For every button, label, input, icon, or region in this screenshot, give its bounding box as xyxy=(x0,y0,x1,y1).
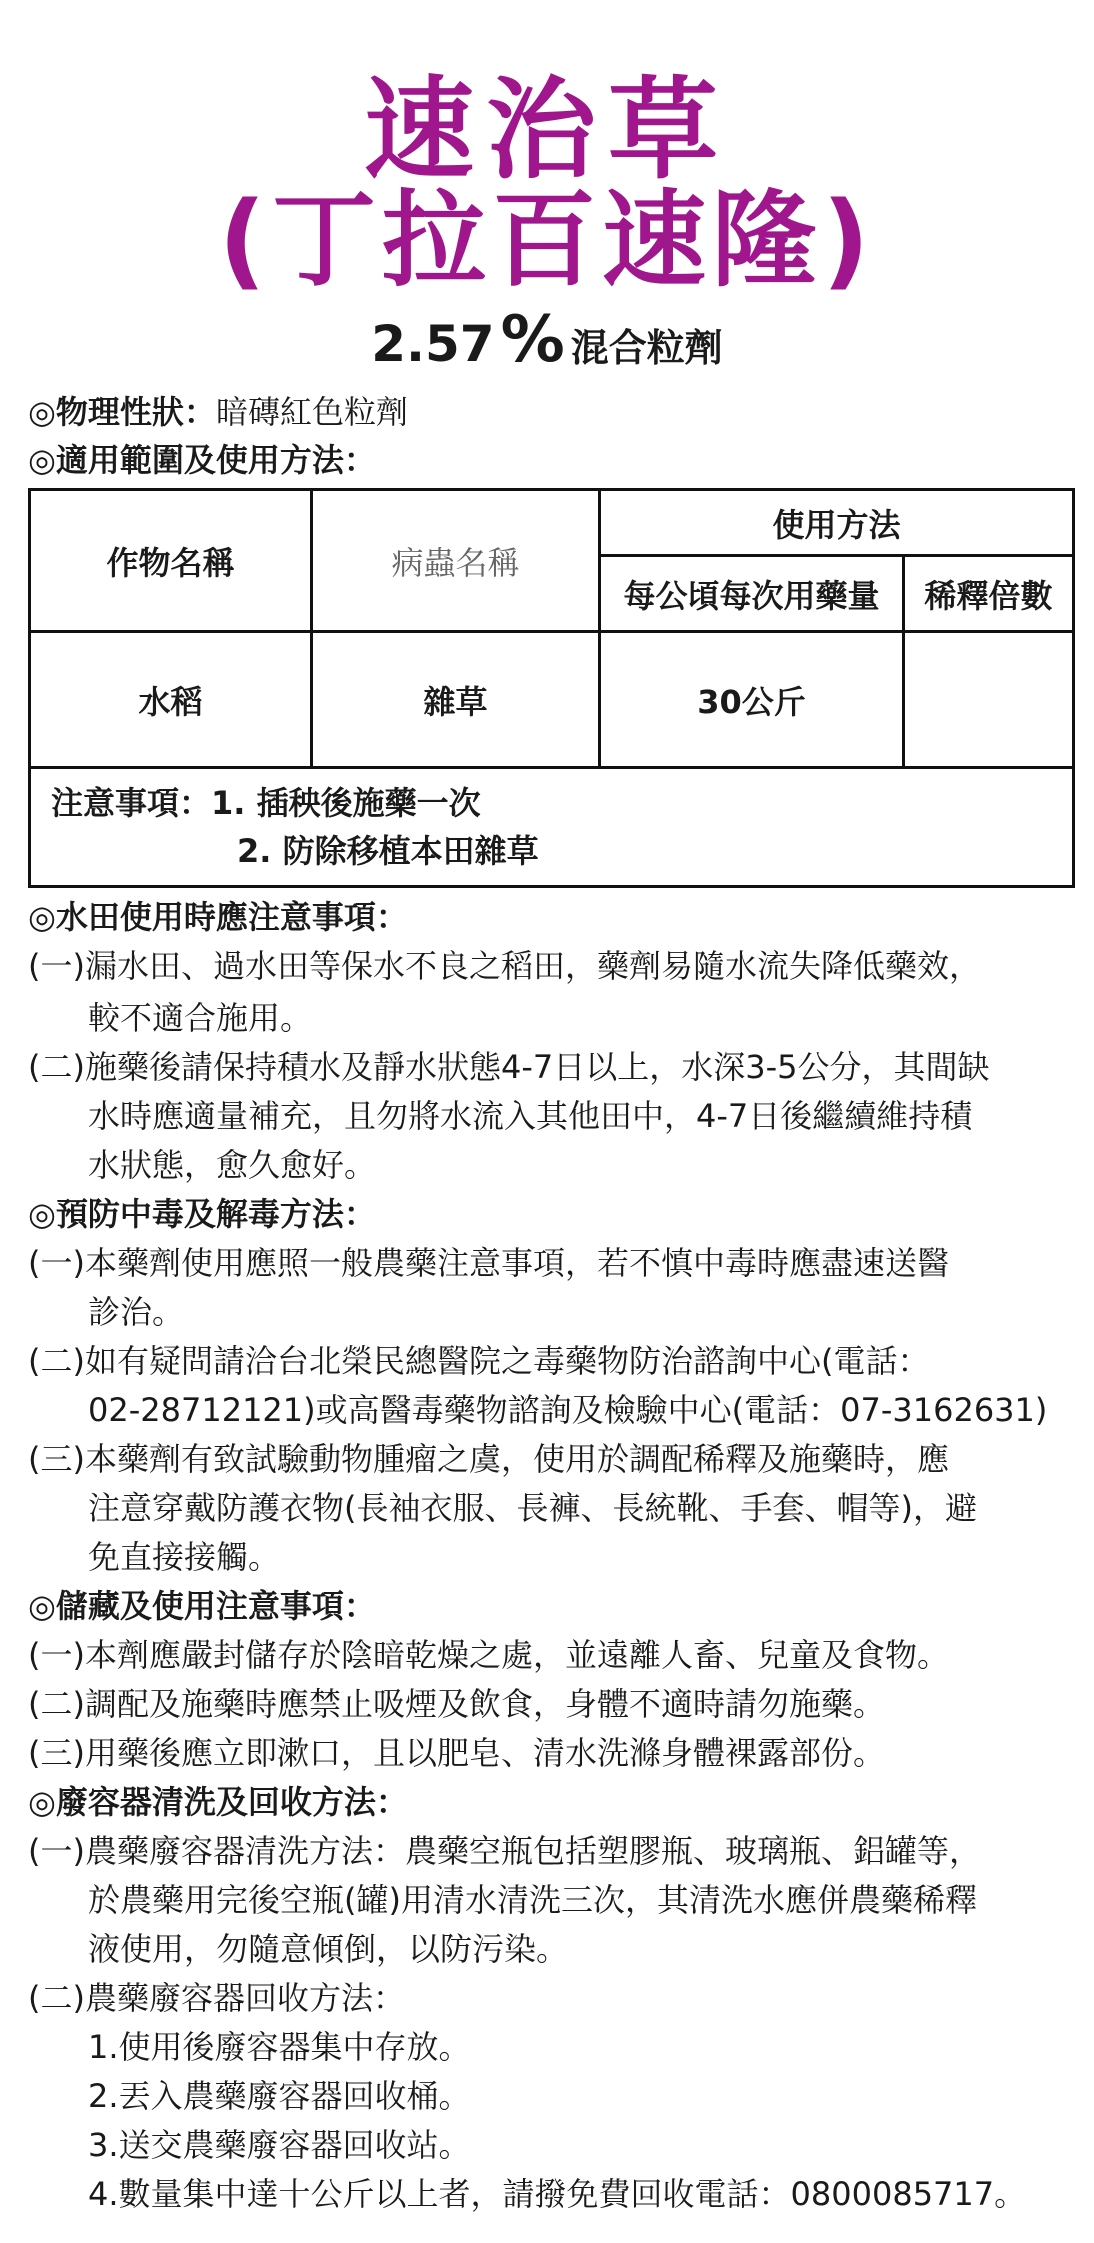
header-dilution: 稀釋倍數 xyxy=(904,556,1074,632)
poison-item: (二)如有疑問請洽台北榮民總醫院之毒藥物防治諮詢中心(電話： xyxy=(28,1342,930,1380)
header-crop: 作物名稱 xyxy=(30,490,312,632)
cell-dose: 30公斤 xyxy=(600,632,904,768)
usage-table xyxy=(28,488,1075,888)
header-pest: 病蟲名稱 xyxy=(312,490,600,632)
physical-property xyxy=(28,388,1078,436)
note-line: 注意事項：1. 插秧後施藥一次 xyxy=(51,784,481,822)
poison-item-cont: 02-28712121)或高醫毒藥物諮詢及檢驗中心(電話：07-3162631) xyxy=(88,1391,1048,1429)
header-method: 使用方法 xyxy=(600,490,1074,556)
paddy-item: (二)施藥後請保持積水及靜水狀態4-7日以上，水深3-5公分，其間缺 xyxy=(28,1048,990,1086)
cell-crop: 水稻 xyxy=(30,632,312,768)
poison-heading: ◎預防中毒及解毒方法： xyxy=(28,1195,376,1233)
storage-item: (三)用藥後應立即漱口，且以肥皂、清水洗滌身體裸露部份。 xyxy=(28,1734,885,1772)
notes-cell xyxy=(30,768,1074,887)
container-heading: ◎廢容器清洗及回收方法： xyxy=(28,1783,408,1821)
poison-item: (三)本藥劑有致試驗動物腫瘤之虞，使用於調配稀釋及施藥時，應 xyxy=(28,1440,949,1478)
container-step: 2.丟入農藥廢容器回收桶。 xyxy=(88,2077,471,2115)
container-item: (一)農藥廢容器清洗方法：農藥空瓶包括塑膠瓶、玻璃瓶、鋁罐等， xyxy=(28,1832,981,1870)
container-item: (二)農藥廢容器回收方法： xyxy=(28,1979,405,2017)
poison-item-cont: 注意穿戴防護衣物(長袖衣服、長褲、長統靴、手套、帽等)，避 xyxy=(88,1489,977,1527)
container-step: 4.數量集中達十公斤以上者，請撥免費回收電話：0800085717。 xyxy=(88,2175,1027,2213)
container-step: 3.送交農藥廢容器回收站。 xyxy=(88,2126,471,2164)
container-item-cont: 液使用，勿隨意傾倒，以防污染。 xyxy=(88,1930,569,1968)
paddy-item-cont: 水時應適量補充，且勿將水流入其他田中，4-7日後繼續維持積 xyxy=(88,1097,973,1135)
usage-heading: ◎適用範圍及使用方法： xyxy=(28,441,376,479)
paddy-heading: ◎水田使用時應注意事項： xyxy=(28,898,408,936)
concentration xyxy=(0,300,1094,388)
poison-item: (一)本藥劑使用應照一般農藥注意事項，若不慎中毒時應盡速送醫 xyxy=(28,1244,949,1282)
storage-heading: ◎儲藏及使用注意事項： xyxy=(28,1587,376,1625)
paddy-item: (一)漏水田、過水田等保水不良之稻田，藥劑易隨水流失降低藥效， xyxy=(28,947,981,985)
formulation-type: 混合粒劑 xyxy=(570,326,723,370)
paddy-item-cont: 較不適合施用。 xyxy=(88,999,313,1037)
container-item-cont: 於農藥用完後空瓶(罐)用清水清洗三次，其清洗水應併農藥稀釋 xyxy=(88,1881,977,1919)
physical-property-label: ◎物理性狀： xyxy=(28,393,216,431)
container-step: 1.使用後廢容器集中存放。 xyxy=(88,2028,471,2066)
cell-pest: 雜草 xyxy=(312,632,600,768)
product-name: 速治草 xyxy=(364,66,730,194)
paddy-item-cont: 水狀態，愈久愈好。 xyxy=(88,1146,377,1184)
header-dose: 每公頃每次用藥量 xyxy=(600,556,904,632)
storage-item: (二)調配及施藥時應禁止吸煙及飲食，身體不適時請勿施藥。 xyxy=(28,1685,885,1723)
concentration-percent: % xyxy=(500,303,565,377)
storage-item: (一)本劑應嚴封儲存於陰暗乾燥之處，並遠離人畜、兒童及食物。 xyxy=(28,1636,949,1674)
poison-item-cont: 免直接接觸。 xyxy=(88,1538,281,1576)
concentration-number: 2.57 xyxy=(371,315,495,373)
poison-item-cont: 診治。 xyxy=(88,1293,185,1331)
table-row xyxy=(30,632,1074,768)
cell-dilution xyxy=(904,632,1074,768)
note-line: 2. 防除移植本田雜草 xyxy=(237,832,539,870)
product-ingredient: (丁拉百速隆) xyxy=(218,179,876,301)
physical-property-value: 暗磚紅色粒劑 xyxy=(215,393,408,431)
